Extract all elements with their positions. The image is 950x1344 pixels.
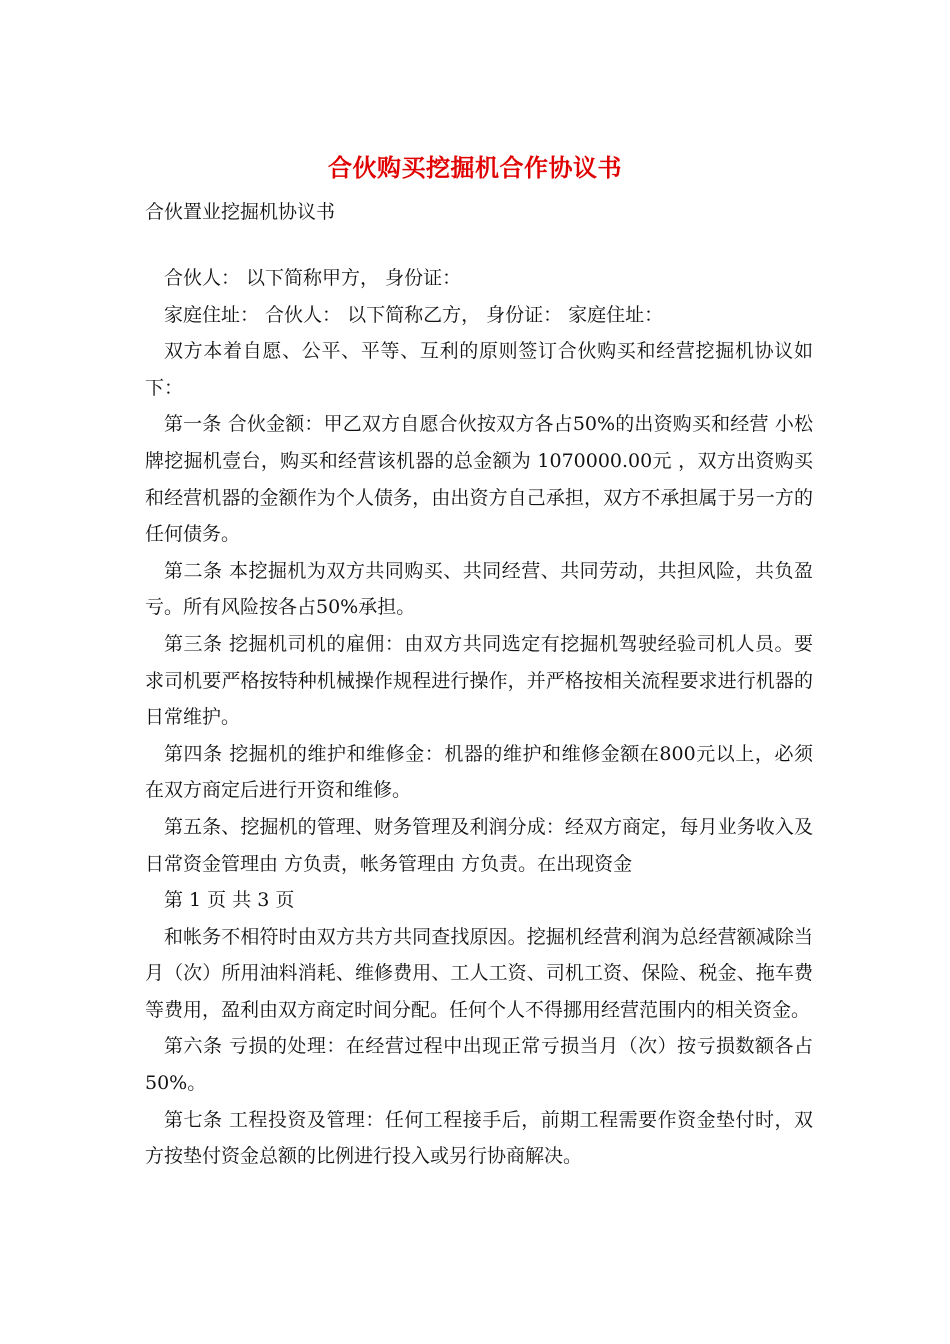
article-7: 第七条 工程投资及管理：任何工程接手后，前期工程需要作资金垫付时，双方按垫付资金总额的比例进行投入或另行协商解决。 <box>145 1108 813 1168</box>
document-body <box>145 260 813 1175</box>
document-title: 合伙购买挖掘机合作协议书 <box>328 153 622 182</box>
address-line: 家庭住址： 合伙人： 以下简称乙方， 身份证： 家庭住址： <box>164 303 664 326</box>
intro-paragraph: 双方本着自愿、公平、平等、互利的原则签订合伙购买和经营挖掘机协议如下： <box>145 340 813 399</box>
article-6: 第六条 亏损的处理：在经营过程中出现正常亏损当月（次）按亏损数额各占50%。 <box>145 1035 813 1095</box>
document-subtitle: 合伙置业挖掘机协议书 <box>145 201 336 223</box>
article-1: 第一条 合伙金额：甲乙双方自愿合伙按双方各占50%的出资购买和经营 小松 牌挖掘机壹台，购买和经营该机器的总金额为 1070000.00元 ，双方出资购买和经营机器的金额作为个人债务，由出资方自己承担，双方不承担属于另一方的任何债务。 <box>145 413 813 546</box>
party-a-line: 合伙人： 以下简称甲方， 身份证： <box>164 267 462 289</box>
article-5-continued: 和帐务不相符时由双方共方共同查找原因。挖掘机经营利润为总经营额减除当月（次）所用油料消耗、维修费用、工人工资、司机工资、保险、税金、拖车费等费用，盈利由双方商定时间分配。任何个人不得挪用经营范围内的相关资金。 <box>145 925 813 1021</box>
article-5: 第五条、挖掘机的管理、财务管理及利润分成：经双方商定，每月业务收入及日常资金管理由 方负责，帐务管理由 方负责。在出现资金 <box>145 815 813 875</box>
article-4: 第四条 挖掘机的维护和维修金：机器的维护和维修金额在800元以上，必须在双方商定后进行开资和维修。 <box>145 742 813 802</box>
page-number: 第 1 页 共 3 页 <box>164 889 295 912</box>
article-2: 第二条 本挖掘机为双方共同购买、共同经营、共同劳动，共担风险，共负盈亏。所有风险按各占50%承担。 <box>145 559 813 619</box>
article-3: 第三条 挖掘机司机的雇佣：由双方共同选定有挖掘机驾驶经验司机人员。要求司机要严格按特种机械操作规程进行操作，并严格按相关流程要求进行机器的日常维护。 <box>145 632 813 729</box>
